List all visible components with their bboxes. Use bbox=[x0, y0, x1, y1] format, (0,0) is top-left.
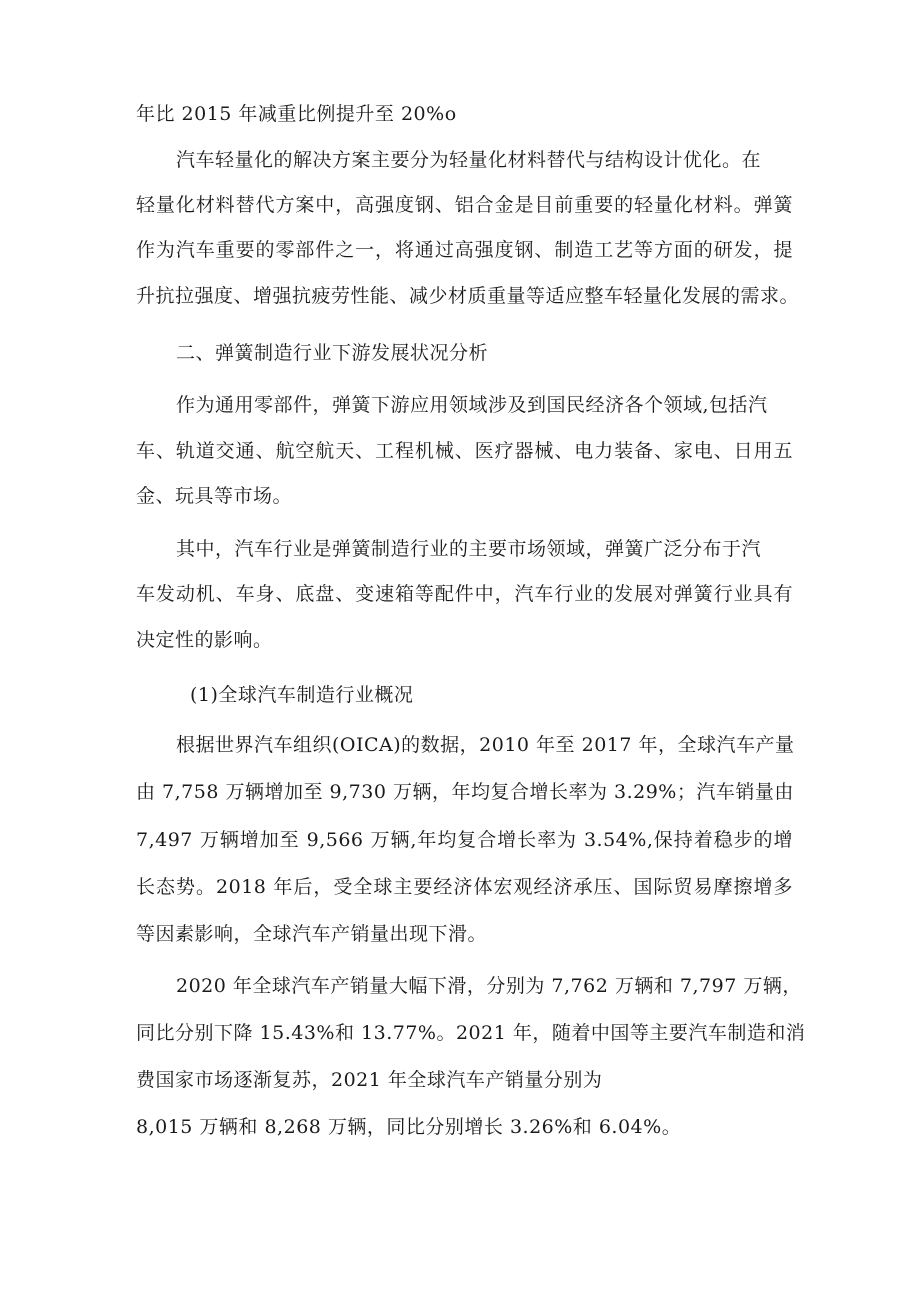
paragraph-downstream-line-3: 金、玩具等市场。 bbox=[136, 485, 293, 507]
paragraph-lightweight-line-3: 作为汽车重要的零部件之一，将通过高强度钢、制造工艺等方面的研发，提 bbox=[136, 239, 793, 261]
paragraph-downstream-line-2: 车、轨道交通、航空航天、工程机械、医疗器械、电力装备、家电、日用五 bbox=[136, 440, 793, 462]
paragraph-oica-line-3: 7,497 万辆增加至 9,566 万辆,年均复合增长率为 3.54%,保持着稳步的增 bbox=[136, 829, 793, 851]
paragraph-2020-line-2: 同比分别下降 15.43%和 13.77%。2021 年，随着中国等主要汽车制造和消 bbox=[136, 1022, 806, 1044]
paragraph-2020-line-3: 费国家市场逐渐复苏，2021 年全球汽车产销量分别为 bbox=[136, 1069, 603, 1091]
paragraph-oica-line-2: 由 7,758 万辆增加至 9,730 万辆，年均复合增长率为 3.29%；汽车销量由 bbox=[136, 781, 794, 803]
paragraph-lightweight-line-1: 汽车轻量化的解决方案主要分为轻量化材料替代与结构设计优化。在 bbox=[176, 149, 762, 171]
paragraph-auto-line-3: 决定性的影响。 bbox=[136, 629, 273, 651]
paragraph-continuation-line-1: 年比 2015 年减重比例提升至 20%o bbox=[136, 103, 457, 125]
paragraph-lightweight-line-4: 升抗拉强度、增强抗疲劳性能、减少材质重量等适应整车轻量化发展的需求。 bbox=[136, 285, 800, 307]
paragraph-oica-line-4: 长态势。2018 年后，受全球主要经济体宏观经济承压、国际贸易摩擦增多 bbox=[136, 876, 793, 898]
subsection-heading-global-auto: (1)全球汽车制造行业概况 bbox=[190, 684, 414, 706]
paragraph-downstream-line-1: 作为通用零部件，弹簧下游应用领域涉及到国民经济各个领域,包括汽 bbox=[176, 394, 768, 416]
paragraph-auto-line-1: 其中，汽车行业是弹簧制造行业的主要市场领域，弹簧广泛分布于汽 bbox=[176, 538, 762, 560]
paragraph-2020-line-1: 2020 年全球汽车产销量大幅下滑，分别为 7,762 万辆和 7,797 万辆， bbox=[176, 975, 802, 997]
paragraph-oica-line-5: 等因素影响，全球汽车产销量出现下滑。 bbox=[136, 923, 488, 945]
section-heading-downstream: 二、弹簧制造行业下游发展状况分析 bbox=[176, 342, 489, 364]
paragraph-auto-line-2: 车发动机、车身、底盘、变速箱等配件中，汽车行业的发展对弹簧行业具有 bbox=[136, 583, 793, 605]
paragraph-lightweight-line-2: 轻量化材料替代方案中，高强度钢、铝合金是目前重要的轻量化材料。弹簧 bbox=[136, 194, 793, 216]
paragraph-2020-line-4: 8,015 万辆和 8,268 万辆，同比分别增长 3.26%和 6.04%。 bbox=[136, 1116, 682, 1138]
paragraph-oica-line-1: 根据世界汽车组织(OICA)的数据，2010 年至 2017 年，全球汽车产量 bbox=[176, 734, 795, 756]
